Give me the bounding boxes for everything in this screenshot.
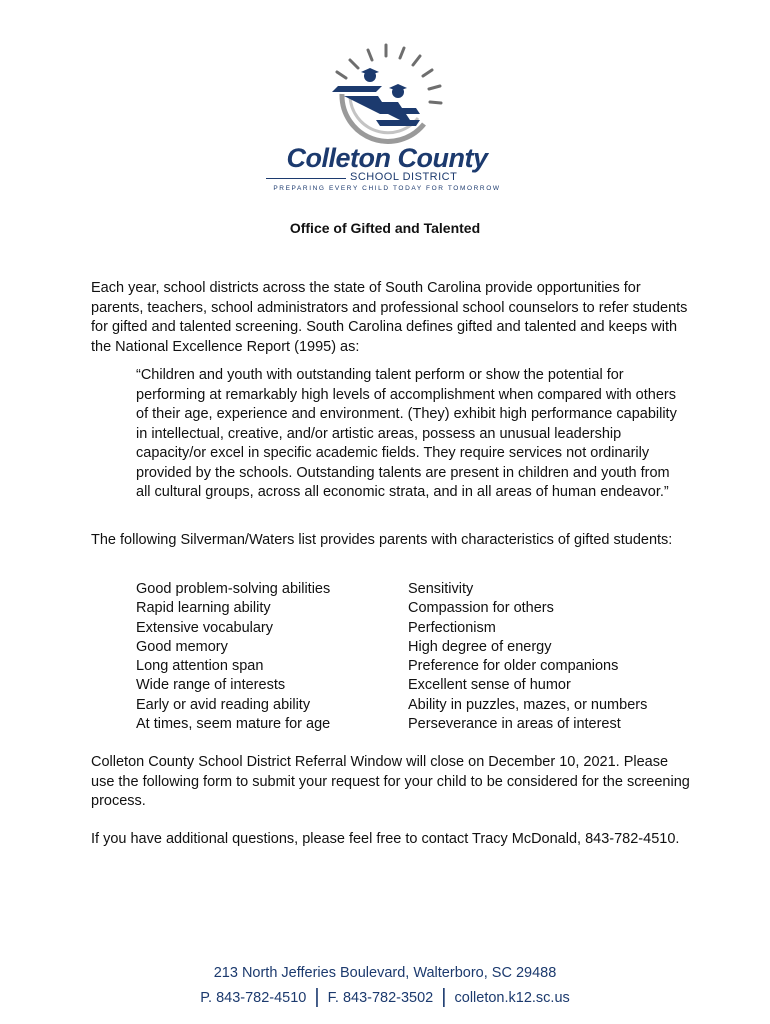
- district-logo: [262, 42, 512, 192]
- characteristics-list-right: [408, 580, 647, 734]
- list-intro: The following Silverman/Waters list provides parents with characteristics of gifted students:: [91, 532, 673, 548]
- footer-separator: |: [441, 986, 447, 1008]
- list-item: Perseverance in areas of interest: [408, 716, 621, 733]
- list-item: Wide range of interests: [136, 677, 286, 694]
- footer-contact-line: [0, 986, 770, 1009]
- logo-name: Colleton County: [286, 143, 488, 173]
- list-item: Compassion for others: [408, 600, 554, 617]
- list-item: High degree of energy: [408, 638, 552, 655]
- list-item: Preference for older companions: [408, 658, 619, 675]
- intro-paragraph: Each year, school districts across the state of South Carolina provide opportunities for parents, teachers, school administrators and professional school counselors to refer students for gifted and talented screening. South Carolina defines gifted and talented and keeps with the National Excellence Report (1995) as:: [91, 280, 688, 355]
- footer-phone: P. 843-782-4510: [200, 990, 307, 1006]
- referral-paragraph: Colleton County School District Referral Window will close on December 10, 2021. Please use the following form to submit your request for your child to be considered for the screening process.: [91, 754, 690, 809]
- list-item: Good memory: [136, 638, 228, 655]
- footer-address: 213 North Jefferies Boulevard, Walterboro, SC 29488: [213, 965, 557, 981]
- definition-quote: “Children and youth with outstanding talent perform or show the potential for performing at remarkably high levels of accomplishment when compared with others of their age, experience and environment. (They) exhibit high performance capability in intellectual, creative, and/or artistic areas, possess an unusual leadership capacity/or excel in specific academic fields. They require services not ordinarily provided by the schools. Outstanding talents are present in children and youth from all cultural groups, across all economic strata, and in all areas of human endeavor.”: [136, 367, 677, 500]
- list-item: Long attention span: [136, 658, 264, 675]
- characteristics-list-left: [136, 580, 330, 734]
- logo-divider: [266, 178, 346, 179]
- list-item: Extensive vocabulary: [136, 619, 274, 636]
- footer-website-link[interactable]: colleton.k12.sc.us: [454, 990, 570, 1006]
- footer-separator: |: [314, 986, 320, 1008]
- list-item: Excellent sense of humor: [408, 677, 571, 694]
- footer-fax: F. 843-782-3502: [327, 990, 434, 1006]
- list-item: Good problem-solving abilities: [136, 581, 331, 597]
- page-title: Office of Gifted and Talented: [289, 220, 481, 236]
- logo-subtitle-row: [266, 171, 502, 185]
- list-item: Ability in puzzles, mazes, or numbers: [408, 696, 648, 713]
- sunburst-students-emblem-icon: [320, 42, 450, 150]
- list-item: At times, seem mature for age: [136, 716, 331, 733]
- logo-subtitle: SCHOOL DISTRICT: [350, 171, 458, 183]
- contact-paragraph: If you have additional questions, please feel free to contact Tracy McDonald, 843-782-4510.: [91, 831, 680, 847]
- list-item: Early or avid reading ability: [136, 696, 311, 713]
- logo-tagline: PREPARING EVERY CHILD TODAY FOR TOMORROW: [273, 185, 501, 192]
- list-item: Sensitivity: [408, 581, 474, 597]
- list-item: Perfectionism: [408, 619, 496, 636]
- list-item: Rapid learning ability: [136, 600, 271, 617]
